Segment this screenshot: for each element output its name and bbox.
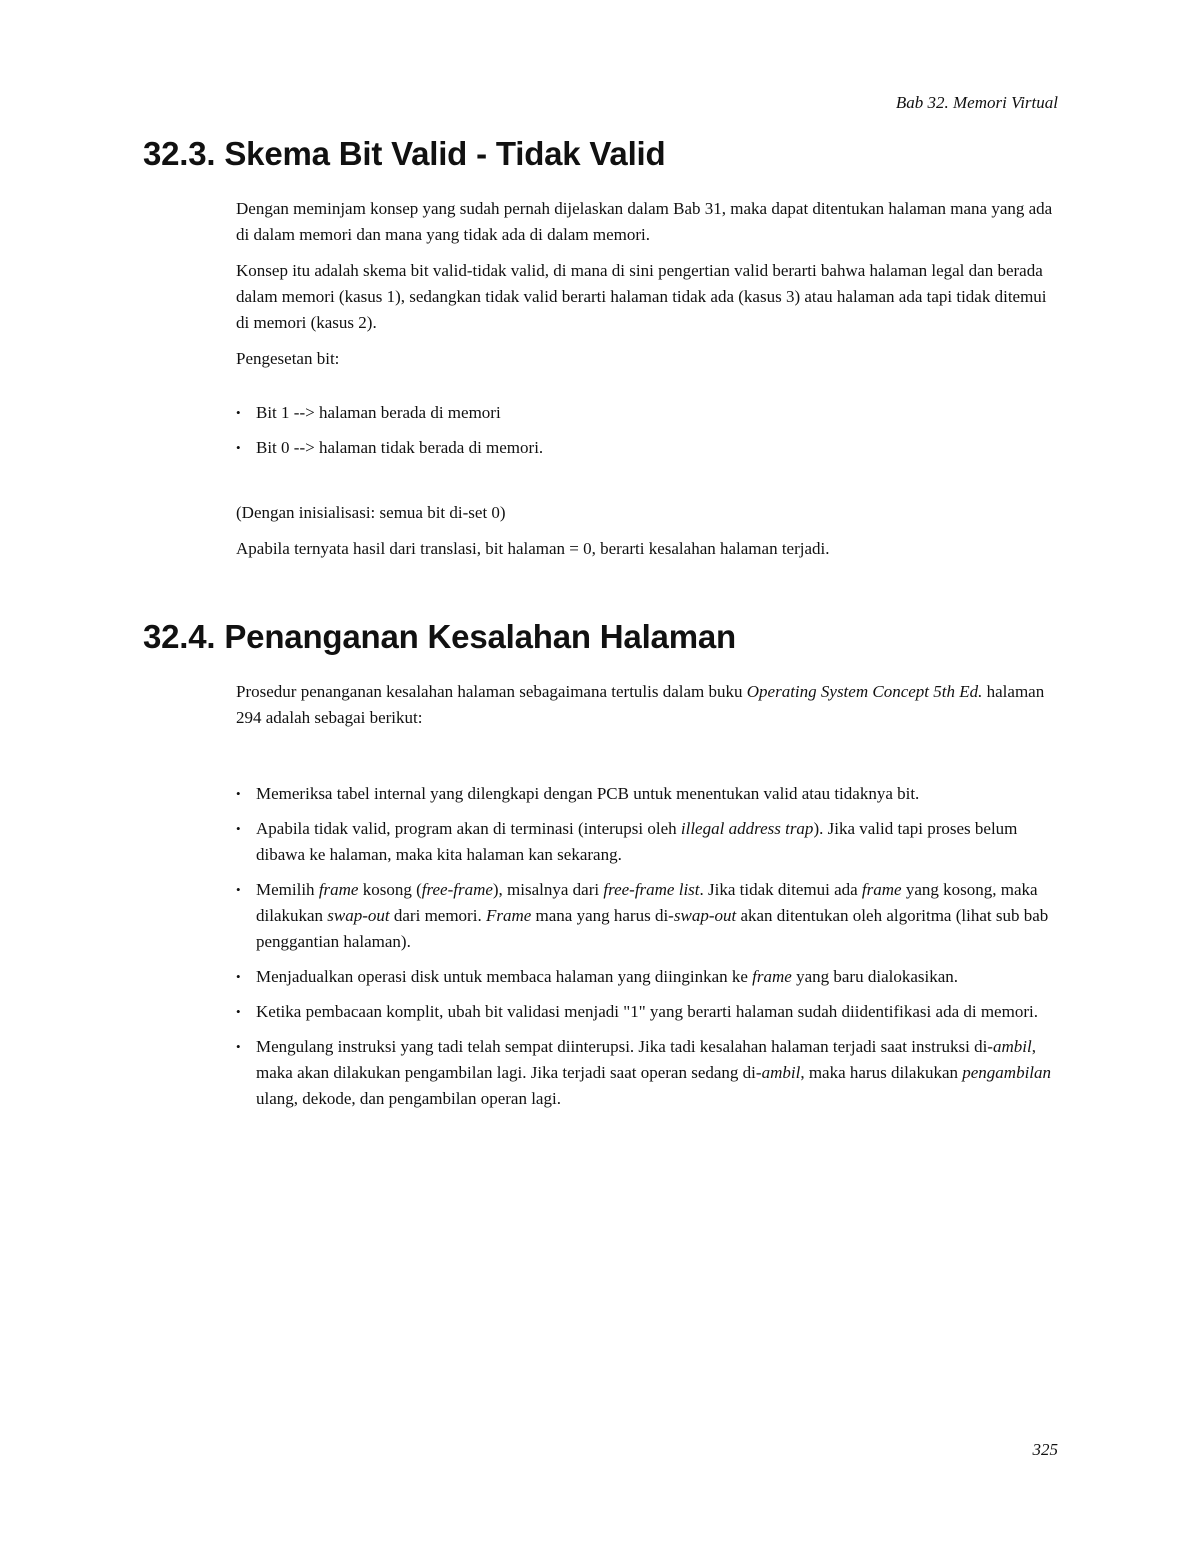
text-span: , maka akan dilakukan pengambilan lagi. Jika terjadi saat operan sedang di- [256,1037,1036,1082]
italic-term: free-frame list [603,880,700,899]
paragraph: Pengesetan bit: [236,349,340,368]
list-item [236,816,1058,868]
text-span: Memilih [256,880,319,899]
paragraph: Dengan meminjam konsep yang sudah pernah dijelaskan dalam Bab 31, maka dapat ditentukan halaman mana yang ada di dalam memori dan mana yang tidak ada di dalam memori. [236,199,1053,244]
section-title: 32.3. Skema Bit Valid - Tidak Valid [143,135,666,172]
italic-term: swap-out [327,906,390,925]
paragraph: Konsep itu adalah skema bit valid-tidak valid, di mana di sini pengertian valid berarti bahwa halaman legal dan berada dalam memori (kasus 1), sedangkan tidak valid berarti halaman tidak ada (kasus 3) atau halaman ada tapi tidak ditemui di memori (kasus 2). [236,261,1047,332]
italic-term: free-frame [421,880,493,899]
italic-term: Frame [485,906,532,925]
text-span: akan ditentukan oleh algoritma (lihat sub bab penggantian halaman). [256,906,1049,951]
book-title: Operating System Concept 5th Ed. [746,682,983,701]
section-32-4 [143,617,1058,1121]
bullet-list [236,400,1058,461]
italic-term: swap-out [673,906,737,925]
running-header: Bab 32. Memori Virtual [895,93,1058,112]
text-span: ulang, dekode, dan pengambilan operan lagi. [256,1089,561,1108]
text-span: yang kosong, maka dilakukan [256,880,1038,925]
text-span: ). Jika valid tapi proses belum dibawa ke halaman, maka kita halaman kan sekarang. [256,819,1018,864]
text-span: ), misalnya dari [492,880,604,899]
text-span: , maka harus dilakukan [800,1063,963,1082]
list-item [236,964,1058,990]
italic-term: ambil [992,1037,1032,1056]
text-span: Mengulang instruksi yang tadi telah sempat diinterupsi. Jika tadi kesalahan halaman terjadi saat instruksi di- [256,1037,993,1056]
list-item: • Bit 0 --> halaman tidak berada di memori. [236,435,1058,461]
bullet-list [236,781,1058,1112]
section-32-3 [143,134,1058,572]
list-item: • Memeriksa tabel internal yang dilengkapi dengan PCB untuk menentukan valid atau tidaknya bit. [236,781,1058,807]
text-span: Apabila tidak valid, program akan di terminasi (interupsi oleh [256,819,681,838]
italic-term: frame [318,880,359,899]
list-item: • Bit 1 --> halaman berada di memori [236,400,1058,426]
text-span: halaman 294 adalah sebagai berikut: [236,682,1045,727]
page-number: 325 [1032,1440,1058,1459]
text-span: mana yang harus di- [531,906,674,925]
text-span: dari memori. [389,906,486,925]
text-span: Prosedur penanganan kesalahan halaman sebagaimana tertulis dalam buku [236,682,747,701]
text-span: kosong ( [358,880,422,899]
list-item [236,1034,1058,1112]
italic-term: frame [752,967,792,986]
paragraph [236,679,1058,731]
list-item: • Ketika pembacaan komplit, ubah bit validasi menjadi "1" yang berarti halaman sudah diidentifikasi ada di memori. [236,999,1058,1025]
paragraph: (Dengan inisialisasi: semua bit di-set 0) [236,503,506,522]
text-span: Menjadualkan operasi disk untuk membaca halaman yang diinginkan ke [256,967,753,986]
text-span: . Jika tidak ditemui ada [699,880,862,899]
text-span: yang baru dialokasikan. [791,967,959,986]
italic-term: pengambilan [962,1063,1052,1082]
italic-term: ambil [761,1063,801,1082]
italic-term: illegal address trap [680,819,814,838]
section-body [236,196,1058,562]
section-title: 32.4. Penanganan Kesalahan Halaman [143,618,736,655]
italic-term: frame [861,880,902,899]
list-item [236,877,1058,955]
paragraph: Apabila ternyata hasil dari translasi, bit halaman = 0, berarti kesalahan halaman terjadi. [236,539,830,558]
section-body [236,679,1058,1112]
